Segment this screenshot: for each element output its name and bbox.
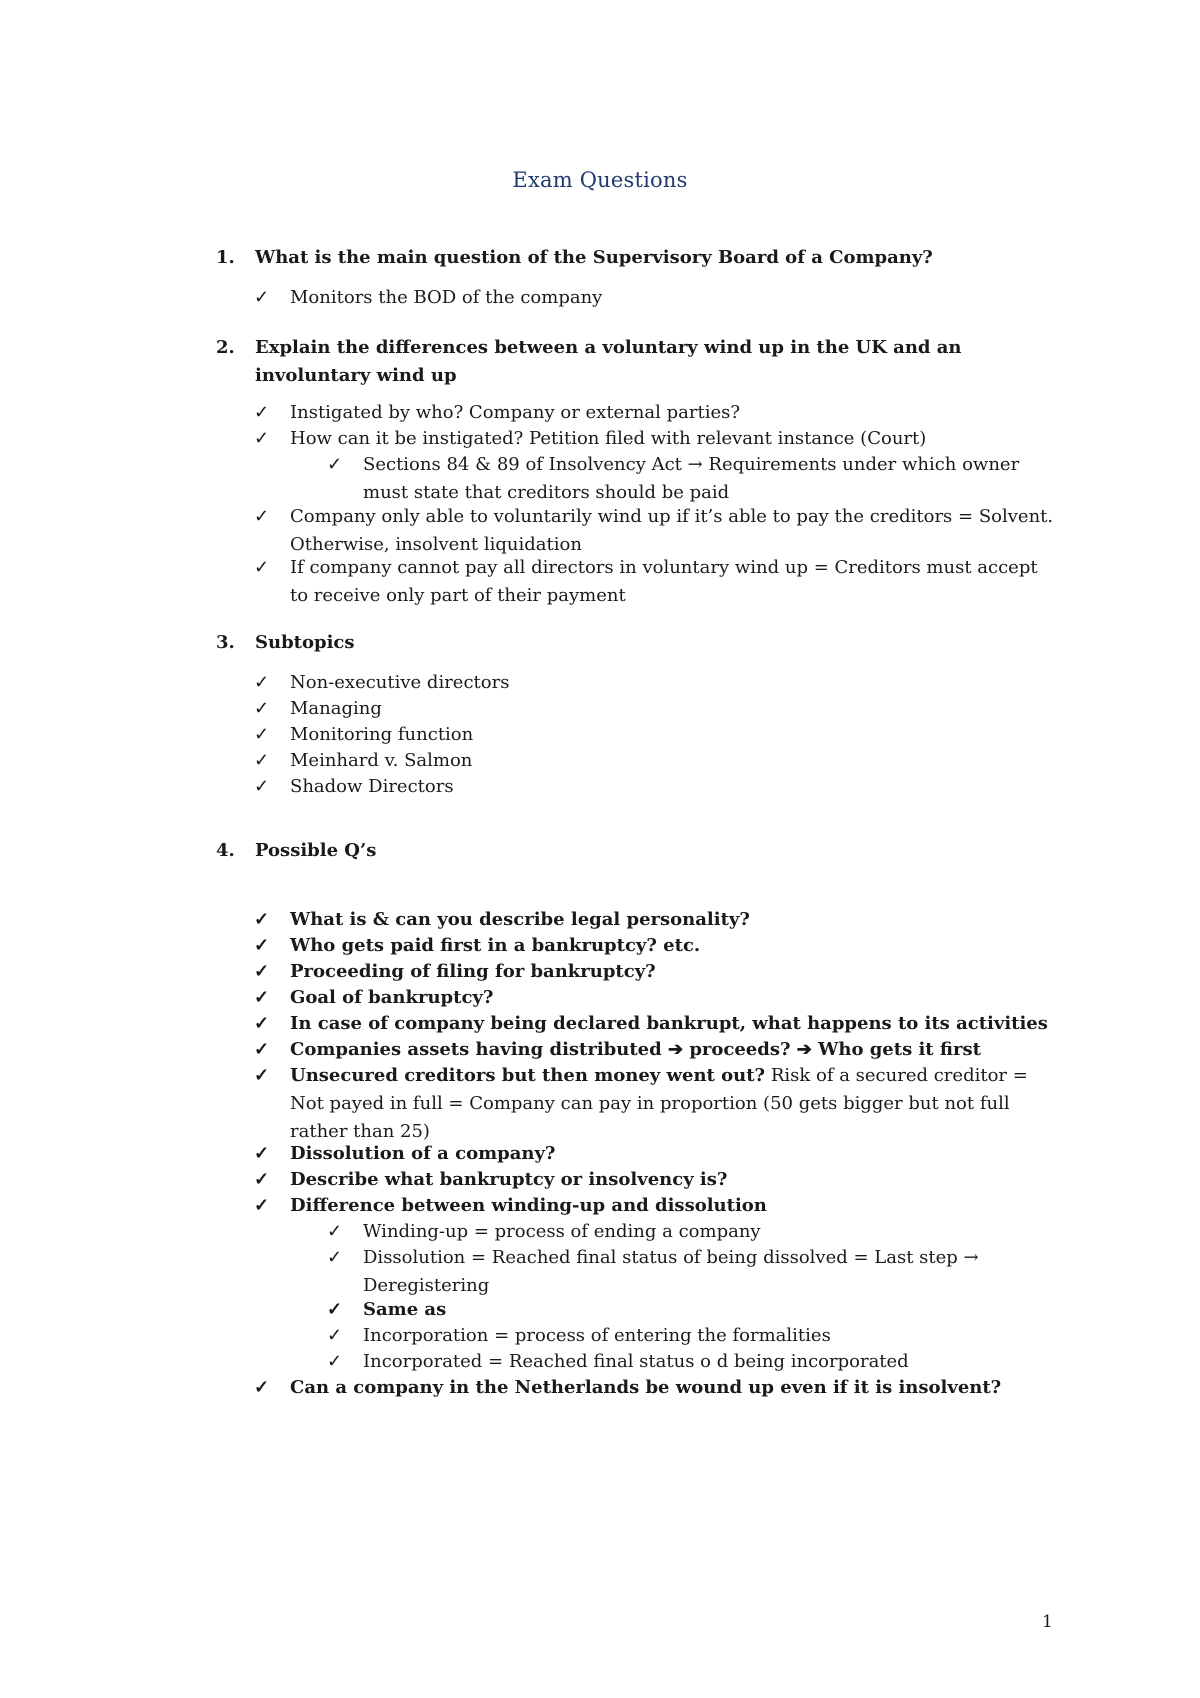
list-item: ✓ Shadow Directors [254, 773, 1054, 801]
list-item: ✓ Describe what bankruptcy or insolvency is? [254, 1166, 1054, 1194]
list-item: ✓ Managing [254, 695, 1054, 723]
checkmark-icon: ✓ [254, 1377, 270, 1398]
checkmark-icon: ✓ [327, 454, 343, 475]
question-text: Possible Q’s [255, 840, 377, 861]
list-item: ✓ Proceeding of filing for bankruptcy? [254, 958, 1054, 986]
page-title: Exam Questions [512, 168, 688, 192]
checkmark-icon: ✓ [254, 909, 270, 930]
question-number: 1. [216, 247, 235, 268]
question-number: 3. [216, 632, 235, 653]
list-item: ✓ Unsecured creditors but then money went out? Risk of a secured creditor = Not payed in full = Company can pay in proportion (50 gets bigger but not full rather than 25) [254, 1062, 1054, 1146]
question-number: 2. [216, 337, 235, 358]
list-item: ✓ If company cannot pay all directors in voluntary wind up = Creditors must accept to receive only part of their payment [254, 554, 1054, 610]
list-item: ✓ Non-executive directors [254, 669, 1054, 697]
question-4 [216, 837, 1046, 865]
checkmark-icon: ✓ [254, 1039, 270, 1060]
list-item: ✓ How can it be instigated? Petition filed with relevant instance (Court) [254, 425, 1054, 453]
question-text: Explain the differences between a voluntary wind up in the UK and an involuntary wind up [255, 337, 962, 386]
checkmark-icon: ✓ [254, 750, 270, 771]
list-item: ✓ What is & can you describe legal personality? [254, 906, 1054, 934]
checkmark-icon: ✓ [254, 1195, 270, 1216]
list-item: ✓ Dissolution of a company? [254, 1140, 1054, 1168]
question-text: What is the main question of the Supervisory Board of a Company? [255, 247, 933, 268]
checkmark-icon: ✓ [254, 506, 270, 527]
checkmark-icon: ✓ [254, 776, 270, 797]
list-item: ✓ In case of company being declared bankrupt, what happens to its activities [254, 1010, 1054, 1038]
checkmark-icon: ✓ [254, 961, 270, 982]
checkmark-icon: ✓ [254, 1169, 270, 1190]
question-number: 4. [216, 840, 235, 861]
page-number: 1 [1042, 1612, 1053, 1632]
checkmark-icon: ✓ [254, 428, 270, 449]
sub-list-item: ✓ Dissolution = Reached final status of being dissolved = Last step → Deregistering [327, 1244, 1047, 1300]
list-item: ✓ Can a company in the Netherlands be wound up even if it is insolvent? [254, 1374, 1054, 1402]
checkmark-icon: ✓ [254, 402, 270, 423]
checkmark-icon: ✓ [254, 1013, 270, 1034]
list-item: ✓ Instigated by who? Company or external parties? [254, 399, 1054, 427]
checkmark-icon: ✓ [327, 1221, 343, 1242]
sub-list-item: ✓ Incorporation = process of entering the formalities [327, 1322, 1047, 1350]
list-item: ✓ Monitoring function [254, 721, 1054, 749]
list-item: ✓ Company only able to voluntarily wind up if it’s able to pay the creditors = Solvent. Otherwise, insolvent liquidation [254, 503, 1054, 559]
question-text: Subtopics [255, 632, 355, 653]
checkmark-icon: ✓ [254, 287, 270, 308]
checkmark-icon: ✓ [254, 987, 270, 1008]
checkmark-icon: ✓ [327, 1299, 343, 1320]
question-2 [216, 334, 1046, 390]
list-item: ✓ Companies assets having distributed ➔ proceeds? ➔ Who gets it first [254, 1036, 1054, 1064]
checkmark-icon: ✓ [254, 698, 270, 719]
checkmark-icon: ✓ [254, 1065, 270, 1086]
sub-list-item: ✓ Incorporated = Reached final status o d being incorporated [327, 1348, 1047, 1376]
checkmark-icon: ✓ [254, 557, 270, 578]
sub-list-item: ✓ Same as [327, 1296, 1047, 1324]
checkmark-icon: ✓ [327, 1247, 343, 1268]
list-item: ✓ Meinhard v. Salmon [254, 747, 1054, 775]
list-item: ✓ Goal of bankruptcy? [254, 984, 1054, 1012]
sub-list-item: ✓ Winding-up = process of ending a company [327, 1218, 1047, 1246]
sub-list-item: ✓ Sections 84 & 89 of Insolvency Act → Requirements under which owner must state that creditors should be paid [327, 451, 1047, 507]
list-item: ✓ Monitors the BOD of the company [254, 284, 1054, 312]
checkmark-icon: ✓ [254, 724, 270, 745]
checkmark-icon: ✓ [254, 1143, 270, 1164]
checkmark-icon: ✓ [327, 1351, 343, 1372]
question-1 [216, 244, 1046, 272]
list-item: ✓ Difference between winding-up and dissolution [254, 1192, 1054, 1220]
checkmark-icon: ✓ [327, 1325, 343, 1346]
question-3 [216, 629, 1046, 657]
list-item: ✓ Who gets paid first in a bankruptcy? etc. [254, 932, 1054, 960]
checkmark-icon: ✓ [254, 935, 270, 956]
checkmark-icon: ✓ [254, 672, 270, 693]
